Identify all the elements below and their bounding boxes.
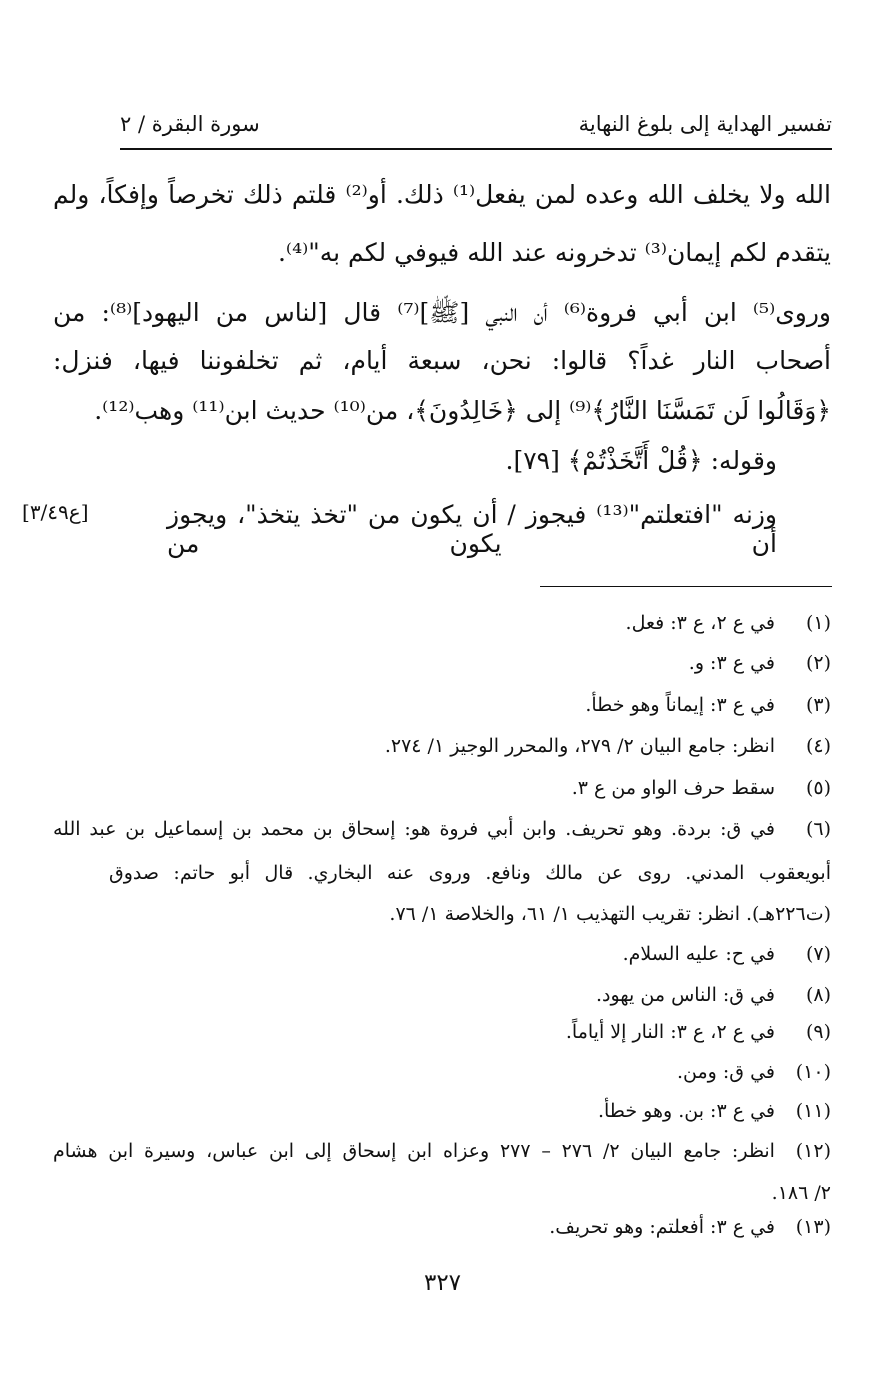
body-line-4: أصحاب النار غداً؟ قالوا: نحن، سبعة أيام، ثم تخلفوننا فيها، فنزل:	[53, 346, 831, 375]
footnote-text: في ع ٣: إيماناً وهو خطأ.	[585, 694, 775, 716]
footnote-12-continuation: ٢/ ١٨٦.	[771, 1182, 831, 1204]
footnote-text: في ق: بردة. وهو تحريف. وابن أبي فروة هو: إسحاق بن محمد بن إسماعيل بن عبد الله	[53, 818, 775, 840]
footnote-number: (١١)	[795, 1100, 831, 1122]
footnote-number: (٧)	[805, 943, 831, 965]
footnote-text: في ع ٢، ع ٣: النار إلا أياماً.	[565, 1021, 775, 1043]
footnote-number: (١)	[805, 612, 831, 634]
footnote-text: في ع ٣: أفعلتم: وهو تحريف.	[549, 1216, 775, 1238]
body-line-2: يتقدم لكم إيمان⁽³⁾ تدخرونه عند الله فيوفي لكم به"⁽⁴⁾.	[277, 238, 831, 267]
footnote-text: سقط حرف الواو من ع ٣.	[571, 777, 775, 799]
footnote-text: في ع ٢، ع ٣: فعل.	[625, 612, 775, 634]
footnote-text: في ق: الناس من يهود.	[595, 984, 775, 1006]
footnote-number: (١٠)	[795, 1061, 831, 1083]
footnote-number: (٤)	[805, 735, 831, 757]
body-line-5: ﴿وَقَالُوا لَن تَمَسَّنَا النَّارُ﴾⁽⁹⁾ إلى ﴿خَالِدُونَ﴾، من⁽¹⁰⁾ حديث ابن⁽¹¹⁾ وهب⁽¹²⁾.	[94, 396, 831, 425]
margin-manuscript-ref: [ع٣/٤٩]	[22, 500, 89, 524]
footnote-text: انظر: جامع البيان ٢/ ٢٧٩، والمحرر الوجيز ١/ ٢٧٤.	[384, 735, 775, 757]
header-divider	[120, 148, 832, 150]
footnote-number: (٦)	[805, 818, 831, 840]
body-line-7: وزنه "افتعلتم"⁽¹³⁾ فيجوز / أن يكون من "تخذ يتخذ"، ويجوز أن يكون من	[167, 500, 777, 558]
footnote-number: (٩)	[805, 1021, 831, 1043]
footnote-divider	[540, 586, 832, 587]
footnote-6-continuation-1: أبويعقوب المدني. روى عن مالك ونافع. وروى عنه البخاري. قال أبو حاتم: صدوق	[109, 862, 831, 884]
body-line-1: الله ولا يخلف الله وعده لمن يفعل⁽¹⁾ ذلك. أو⁽²⁾ قلتم ذلك تخرصاً وإفكاً، ولم	[53, 180, 831, 209]
surah-label: سورة البقرة / ٢	[120, 112, 260, 136]
footnote-number: (٨)	[805, 984, 831, 1006]
footnote-text: في ع ٣: و.	[688, 652, 775, 674]
page-number: ٣٢٧	[423, 1270, 462, 1296]
footnote-number: (١٣)	[795, 1216, 831, 1238]
body-line-6: وقوله: ﴿قُلْ أَتَّخَذْتُمْ﴾ [٧٩].	[505, 446, 777, 475]
footnote-text: انظر: جامع البيان ٢/ ٢٧٦ – ٢٧٧ وعزاه ابن إسحاق إلى ابن عباس، وسيرة ابن هشام	[53, 1140, 775, 1162]
footnote-6-continuation-2: (ت٢٢٦هـ). انظر: تقريب التهذيب ١/ ٦١، والخلاصة ١/ ٧٦.	[389, 903, 831, 925]
body-line-3: وروى⁽⁵⁾ ابن أبي فروة⁽⁶⁾ أن النبي [ﷺ]⁽⁷⁾ قال [لناس من اليهود]⁽⁸⁾: من	[53, 298, 832, 327]
footnote-number: (٢)	[805, 652, 831, 674]
footnote-text: في ع ٣: بن. وهو خطأ.	[597, 1100, 775, 1122]
footnote-number: (١٢)	[795, 1140, 831, 1162]
footnote-text: في ق: ومن.	[677, 1061, 775, 1083]
footnote-text: في ح: عليه السلام.	[622, 943, 775, 965]
book-title: تفسير الهداية إلى بلوغ النهاية	[578, 112, 832, 136]
footnote-number: (٥)	[805, 777, 831, 799]
page-header	[120, 112, 832, 144]
footnote-number: (٣)	[805, 694, 831, 716]
